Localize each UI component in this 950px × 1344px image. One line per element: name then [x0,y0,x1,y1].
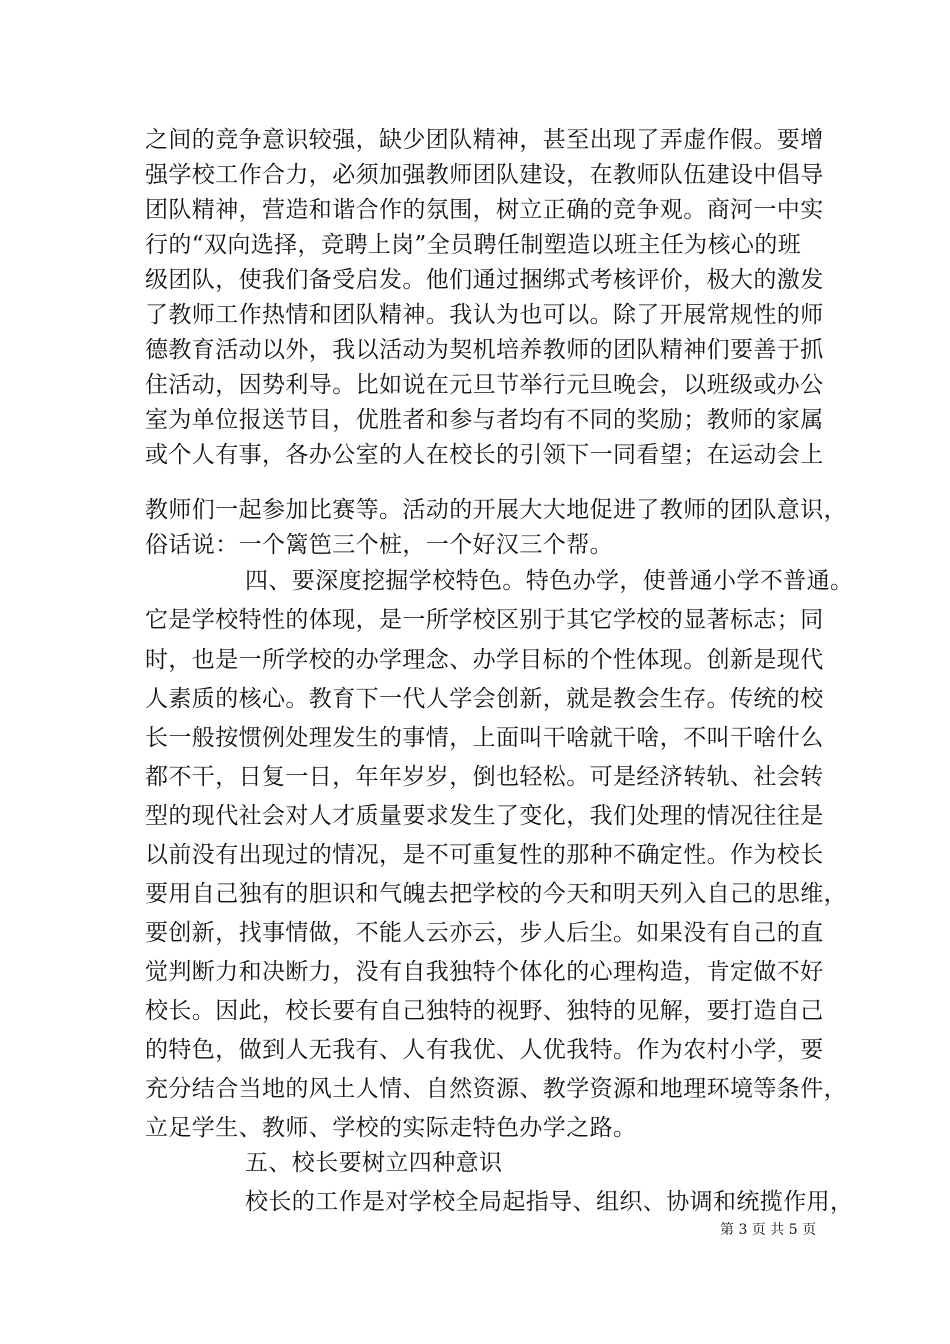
paragraph-line: 它是学校特性的体现，是一所学校区别于其它学校的显著标志；同 [145,607,824,633]
page-number: 第 3 页 共 5 页 [720,1222,817,1238]
paragraph-line: 了教师工作热情和团队精神。我认为也可以。除了开展常规性的师 [145,302,824,328]
paragraph-line: 型的现代社会对人才质量要求发生了变化，我们处理的情况往往是 [145,803,824,829]
paragraph-line: 教师们一起参加比赛等。活动的开展大大地促进了教师的团队意识， [145,497,847,523]
paragraph-line: 室为单位报送节目，优胜者和参与者均有不同的奖励；教师的家属 [145,407,824,433]
paragraph-line: 德教育活动以外，我以活动为契机培养教师的团队精神们要善于抓 [145,337,824,363]
section-heading: 四、要深度挖掘学校特色。特色办学，使普通小学不普通。 [245,568,854,594]
paragraph-line: 校长。因此，校长要有自己独特的视野、独特的见解，要打造自己 [145,998,824,1024]
paragraph-line: 的特色，做到人无我有、人有我优、人优我特。作为农村小学，要 [145,1037,824,1063]
paragraph-line: 时，也是一所学校的办学理念、办学目标的个性体现。创新是现代 [145,647,824,673]
paragraph-line: 或个人有事，各办公室的人在校长的引领下一同看望；在运动会上 [145,442,824,468]
paragraph-line: 要用自己独有的胆识和气魄去把学校的今天和明天列入自己的思维， [145,881,847,907]
paragraph-line: 之间的竞争意识较强，缺少团队精神，甚至出现了弄虚作假。要增 [145,127,824,153]
paragraph-line: 级团队，使我们备受启发。他们通过捆绑式考核评价，极大的激发 [145,267,824,293]
paragraph-line: 觉判断力和决断力，没有自我独特个体化的心理构造，肯定做不好 [145,959,824,985]
paragraph-line: 要创新，找事情做，不能人云亦云，步人后尘。如果没有自己的直 [145,920,824,946]
paragraph-line: 团队精神，营造和谐合作的氛围，树立正确的竞争观。商河一中实 [145,197,824,223]
paragraph-line: 住活动，因势利导。比如说在元旦节举行元旦晚会，以班级或办公 [145,372,824,398]
paragraph-line: 长一般按惯例处理发生的事情，上面叫干啥就干啥，不叫干啥什么 [145,725,824,751]
paragraph-line: 俗话说：一个篱笆三个桩，一个好汉三个帮。 [145,532,613,558]
paragraph-line: 立足学生、教师、学校的实际走特色办学之路。 [145,1115,637,1141]
paragraph-line: 强学校工作合力，必须加强教师团队建设，在教师队伍建设中倡导 [145,162,824,188]
paragraph-line: 充分结合当地的风土人情、自然资源、教学资源和地理环境等条件， [145,1076,847,1102]
paragraph-line: 人素质的核心。教育下一代人学会创新，就是教会生存。传统的校 [145,686,824,712]
paragraph-line: 行的“双向选择，竞聘上岗”全员聘任制塑造以班主任为核心的班 [145,232,802,258]
paragraph-line: 校长的工作是对学校全局起指导、组织、协调和统揽作用， [245,1189,854,1215]
paragraph-line: 以前没有出现过的情况，是不可重复性的那种不确定性。作为校长 [145,842,824,868]
section-heading: 五、校长要树立四种意识 [245,1150,503,1176]
paragraph-line: 都不干，日复一日，年年岁岁，倒也轻松。可是经济转轨、社会转 [145,764,824,790]
